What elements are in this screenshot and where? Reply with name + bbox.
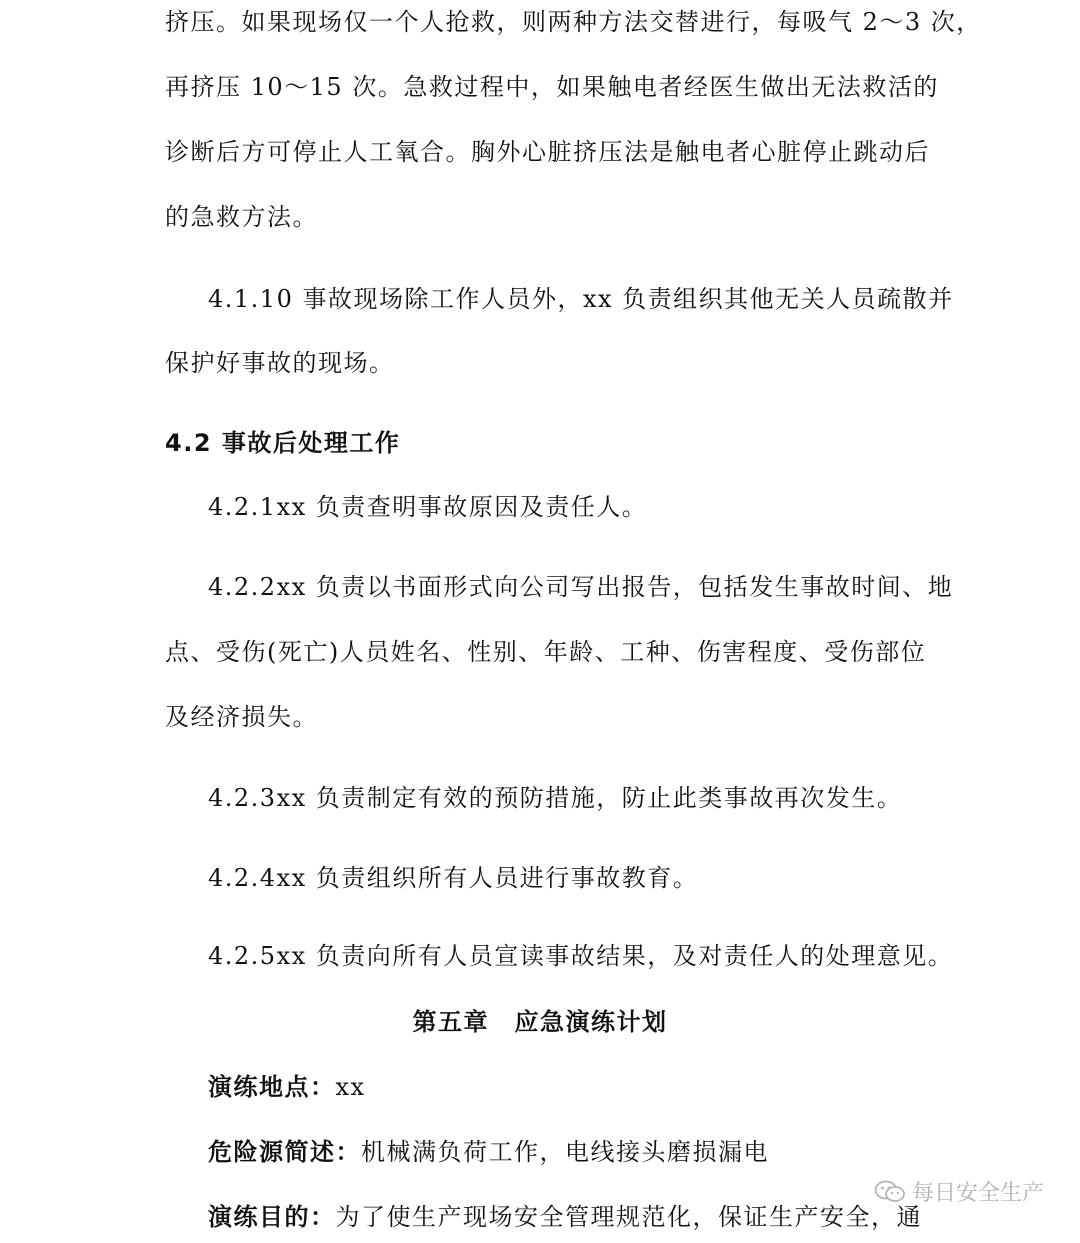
item-4-2-2-line: 点、受伤(死亡)人员姓名、性别、年龄、工种、伤害程度、受伤部位	[165, 638, 927, 666]
hazard-label: 危险源简述：	[208, 1138, 361, 1166]
chapter-title: 第五章 应急演练计划	[412, 1008, 668, 1036]
drill-purpose-label: 演练目的：	[208, 1203, 336, 1231]
item-4-2-4: 4.2.4xx 负责组织所有人员进行事故教育。	[208, 864, 699, 892]
paragraph-line: 挤压。如果现场仅一个人抢救，则两种方法交替进行，每吸气 2～3 次，	[165, 8, 982, 36]
item-4-2-5: 4.2.5xx 负责向所有人员宣读事故结果，及对责任人的处理意见。	[208, 942, 954, 970]
hazard-value: 机械满负荷工作，电线接头磨损漏电	[361, 1138, 769, 1166]
item-4-2-3: 4.2.3xx 负责制定有效的预防措施，防止此类事故再次发生。	[208, 784, 903, 812]
hazard-description	[208, 1136, 769, 1168]
watermark-text: 每日安全生产	[911, 1181, 1044, 1206]
paragraph-line: 再挤压 10～15 次。急救过程中，如果触电者经医生做出无法救活的	[165, 73, 939, 101]
item-4-2-1: 4.2.1xx 负责查明事故原因及责任人。	[208, 493, 648, 521]
item-4-2-2-line: 及经济损失。	[165, 703, 318, 731]
section-title: 4.2 事故后处理工作	[165, 429, 401, 457]
paragraph-line: 诊断后方可停止人工氧合。胸外心脏挤压法是触电者心脏停止跳动后	[165, 138, 930, 166]
item-4-2-2-line: 4.2.2xx 负责以书面形式向公司写出报告，包括发生事故时间、地	[208, 573, 954, 601]
drill-location	[208, 1071, 366, 1103]
drill-location-label: 演练地点：	[208, 1073, 336, 1101]
item-4-1-10-line: 保护好事故的现场。	[165, 349, 395, 377]
paragraph-line: 的急救方法。	[165, 203, 318, 231]
wechat-icon	[874, 1179, 906, 1205]
item-4-1-10-line: 4.1.10 事故现场除工作人员外，xx 负责组织其他无关人员疏散并	[208, 285, 954, 313]
watermark	[874, 1176, 1044, 1207]
drill-location-value: xx	[335, 1073, 366, 1101]
drill-purpose-value: 为了使生产现场安全管理规范化，保证生产安全，通	[335, 1203, 922, 1231]
drill-purpose	[208, 1201, 922, 1233]
